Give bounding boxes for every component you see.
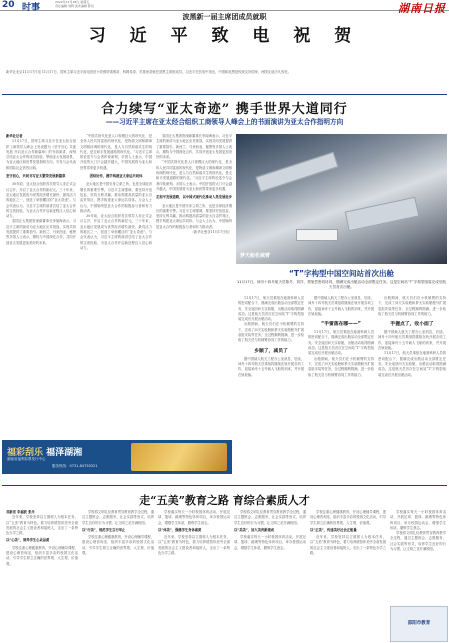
story4-column-2 (82, 510, 154, 640)
story2-column-3 (156, 134, 232, 434)
story3-paragraph: 出舱期间，航天员们在小机械臂的支持下，完成了问天实验舱和梦天实验舱舱外扩展泵组安装等任务，全过程顺利圆满，进一步检验了航天员与机械臂协同工作的能力。 (378, 296, 446, 316)
story3-column-2 (308, 296, 374, 480)
solar-panel (256, 152, 339, 193)
story4-byline: 邓新亮 李福波 张丹 (6, 510, 35, 514)
story4-paragraph: 近年来，学校坚持以立德树人为根本任务，以“五美”教育为特色，着力培养德智体美劳全面发展的社会主义建设者和接班人，走出了一条特色办学之路。 (6, 515, 78, 536)
story3-box-head: 乡颐了，减员了 (254, 348, 288, 354)
story1-lead: 新华社北京11月17日电 11月17日，国家主席习近平致电祝贺小茨维塔诺维奇、科姆希奇、贝基里奇就任波黑主席团成员。习近平在贺电中指出，中国和波黑是传统友好国家，两国友谊历久弥坚。 (6, 70, 291, 74)
lottery-ad[interactable] (2, 440, 232, 474)
story2-subhead: ——习近平主席在亚太经合组织工商领导人峰会上的书面演讲为亚太合作指明方向 (105, 118, 344, 126)
story4-column-5 (310, 510, 386, 640)
story4-paragraph: 学校落实每天一小时校园体育活动，开展足球、篮球、跳绳等特色体育项目，举办校园运动会，增强学生体质，磨炼学生意志。 (158, 510, 230, 525)
page-number: 20 (2, 0, 15, 10)
story2-section-title: 团结协作，携手构建亚太命运共同体 (89, 174, 143, 179)
photo-caption: 梦天舱机械臂 (240, 253, 271, 259)
story4-paragraph: 学校落实每天一小时校园体育活动，开展足球、篮球、跳绳等特色体育项目，举办校园运动会，增强学生体质，磨炼学生意志。 (234, 535, 306, 550)
story3-box-head: 手握点了，收小面了 (390, 322, 434, 328)
editor-text: 责任编辑 刘辉 美术编辑 陈钊 (55, 3, 94, 8)
photo-subtitle: 11月17日，神舟十四号航天员陈冬、刘洋、蔡旭哲密切协同，圆满完成出舱活动全部既定任务。这是空间站“T”字构型组装完成后航天员首次出舱。 (236, 280, 447, 289)
astronaut (296, 229, 338, 241)
story2-paragraph: 亚太地区是中国安身立命之所，也是全球经济增长的重要引擎。习近平主席强调，要坚持开放包容，坚持互利共赢，推动构建高质量的亚太自由贸易区，携手构建亚太命运共同体。与会人士认为，中国始终是亚太合作的积极参与者和有力推动者。 (156, 203, 232, 229)
story2-column-1 (6, 134, 76, 434)
story4-column-4 (234, 510, 306, 640)
story3-paragraph: 据中国载人航天工程办公室消息，后续，神舟十四号航天员乘组将继续在轨开展各项工作，迎接神舟十五号载人飞船的到来，并开展在轨轮换。 (308, 296, 374, 316)
story4-subhead: 以“心美”，润养学生心灵品质 (6, 538, 50, 543)
story2-headline: 合力续写“亚太奇迹” 携手世界大道同行 (101, 102, 348, 117)
story4-paragraph: 学校将文明礼仪教育贯穿教育教学全过程，通过主题班会、志愿服务、社会实践等形式，培养学生良好的行为习惯，让文明之花开满校园。 (82, 510, 154, 525)
story4-column-3 (158, 510, 230, 640)
story2-byline: 新华社记者 (6, 134, 23, 138)
story2-paragraph: “中国式现代化是人口规模巨大的现代化，是全体人民共同富裕的现代化，是物质文明和精神文明相协调的现代化，是人与自然和谐共生的现代化，是走和平发展道路的现代化。”习近平主席的论述令与会者印象深刻。多国人士表示，中国开放的大门只会越开越大，中国发展将为亚太和世界带来更多机遇。 (156, 160, 232, 191)
story2-dateline: （新华社曼谷11月17日电） (190, 230, 232, 235)
story4-paragraph: 学校注重心理健康教育，开设心理辅导课程，建设心理咨询室，组织丰富多彩的校园文化活动，引导学生树立正确的世界观、人生观、价值观。 (310, 510, 386, 525)
story4-paragraph: 近年来，学校坚持以立德树人为根本任务，以“五美”教育为特色，着力培养德智体美劳全面发展的社会主义建设者和接班人，走出了一条特色办学之路。 (310, 535, 386, 556)
story1-headline: 习 近 平 致 电 祝 贺 (88, 26, 361, 46)
story3-box-head: “手雷落在哪——” (321, 322, 361, 328)
story2-paragraph: 泰国正大集团资深副董事长李闻海表示，习近平主席的演讲为亚太地区应对挑战、实现共同发展提供了重要指引。新西兰、马来西亚、秘鲁等多国人士表示，期待与中国深化合作，共同开创亚太发展更加美好的未来。 (6, 219, 76, 245)
newspaper-logo: 湖南日报 (398, 2, 446, 15)
story4-column-1 (6, 510, 78, 640)
story2-section-title: 坚守初心，共同书写亚太繁荣发展新篇章 (6, 174, 66, 179)
education-ad[interactable] (390, 606, 448, 642)
story2-paragraph: 30年前，亚太经合组织首次领导人非正式会议召开，开启了亚太合作的新纪元。三十年来，亚太地区发展成为世界经济增长最快、最具活力的地区之一，创造了举世瞩目的“亚太奇迹”。与会代表认为，习近平主席的演讲总结了亚太合作的宝贵经验，为亚太合作开启新征程注入信心和动力。 (80, 214, 152, 250)
story4-paragraph: 学校注重心理健康教育，开设心理辅导课程，建设心理咨询室，组织丰富多彩的校园文化活动，引导学生树立正确的世界观、人生观、价值观。 (6, 545, 78, 566)
story4-paragraph: 学校注重心理健康教育，开设心理辅导课程，建设心理咨询室，组织丰富多彩的校园文化活动，引导学生树立正确的世界观、人生观、价值观。 (82, 535, 154, 556)
story3-paragraph: 出舱期间，航天员们在小机械臂的支持下，完成了问天实验舱和梦天实验舱舱外扩展泵组安装等任务，全过程顺利圆满，进一步检验了航天员与机械臂协同工作的能力。 (308, 356, 374, 377)
story2-paragraph: 30年前，亚太经合组织首次领导人非正式会议召开，开启了亚太合作的新纪元。三十年来，亚太地区发展成为世界经济增长最快、最具活力的地区之一，创造了举世瞩目的“亚太奇迹”。与会代表认为，习近平主席的演讲总结了亚太合作的宝贵经验，为亚太合作开启新征程注入信心和动力。 (6, 182, 76, 219)
story2-column-2 (80, 134, 152, 434)
story2-section-title: 走和平发展道路，以中国式现代化推动人类发展进步 (156, 195, 232, 200)
story2-paragraph: “中国式现代化是人口规模巨大的现代化，是全体人民共同富裕的现代化，是物质文明和精神文明相协调的现代化，是人与自然和谐共生的现代化，是走和平发展道路的现代化。”习近平主席的论述令与会者印象深刻。多国人士表示，中国开放的大门只会越开越大，中国发展将为亚太和世界带来更多机遇。 (80, 134, 152, 170)
module-body (345, 197, 420, 232)
story4-subhead: 以“美美”，加大美育新建成 (234, 527, 275, 532)
photo-kicker: “T”字构型中国空间站首次出舱 (289, 269, 394, 278)
story4-subhead: 以“体美”，强健学生身体素质 (158, 527, 202, 532)
ad-brand: 福彩刮乐 福泽湖湘 (7, 448, 83, 458)
story4-paragraph: 近年来，学校坚持以立德树人为根本任务，以“五美”教育为特色，着力培养德智体美劳全面发展的社会主义建设者和接班人，走出了一条特色办学之路。 (158, 535, 230, 556)
story3-column-1 (238, 296, 304, 480)
story1-kicker: 波黑新一届主席团成员就职 (182, 13, 267, 21)
story2-paragraph: 11月17日，国家主席习近平在亚太经合组织工商领导人峰会上发表题为《坚守初心 共促发展 开启亚太合作新篇章》的书面演讲，深刻总结亚太合作的成功经验，擘画亚太发展前景，为亚太地区和世界发展指明方向，引发与会代表和国际社会热烈反响。 (6, 139, 76, 170)
scratch-card-image (131, 443, 227, 471)
section-title: 时事 (22, 3, 41, 13)
story4-paragraph: 学校将文明礼仪教育贯穿教育教学全过程，通过主题班会、志愿服务、社会实践等形式，培养学生良好的行为习惯，让文明之花开满校园。 (390, 531, 446, 552)
story4-subhead: 以“正美”，传递美好社会正能量 (310, 527, 357, 532)
story4-subhead: 以“行美”，规范学生言行举止 (82, 527, 126, 532)
story2-paragraph: 亚太地区是中国安身立命之所，也是全球经济增长的重要引擎。习近平主席强调，要坚持开放包容，坚持互利共赢，推动构建高质量的亚太自由贸易区，携手构建亚太命运共同体。与会人士认为，中国始终是亚太合作的积极参与者和有力推动者。 (80, 182, 152, 213)
story4-column-6 (390, 510, 446, 602)
date-text: 2022年11月18日 星期五 (55, 0, 90, 4)
story4-headline: 走“五美”教育之路 育综合素质人才 (139, 494, 310, 507)
story4-paragraph: 学校落实每天一小时校园体育活动，开展足球、篮球、跳绳等特色体育项目，举办校园运动会，增强学生体质，磨炼学生意志。 (390, 510, 446, 530)
divider (2, 485, 447, 486)
ad-phone: 服务热线：0731-84750321 (52, 464, 98, 468)
story3-paragraph: 11月17日，航天员乘组在地面科研人员的密切配合下，圆满完成出舱活动全部既定任务，安全返回问天实验舱，出舱活动取得圆满成功。这是航天员首次在空间站“T”字构型组装完成后开展出舱活动。 (238, 296, 304, 322)
story3-paragraph: 出舱期间，航天员们在小机械臂的支持下，完成了问天实验舱和梦天实验舱舱外扩展泵组安装等任务，全过程顺利圆满，进一步检验了航天员与机械臂协同工作的能力。 (238, 322, 304, 343)
education-ad-label: 邵阳市教育 (407, 621, 431, 626)
story2-paragraph: 泰国正大集团资深副董事长李闻海表示，习近平主席的演讲为亚太地区应对挑战、实现共同发展提供了重要指引。新西兰、马来西亚、秘鲁等多国人士表示，期待与中国深化合作，共同开创亚太发展更加美好的未来。 (156, 134, 232, 160)
story3-paragraph: 据中国载人航天工程办公室消息，后续，神舟十四号航天员乘组将继续在轨开展各项工作，迎接神舟十五号载人飞船的到来，并开展在轨轮换。 (378, 330, 446, 351)
story4-paragraph: 学校将文明礼仪教育贯穿教育教学全过程，通过主题班会、志愿服务、社会实践等形式，培养学生良好的行为习惯，让文明之花开满校园。 (234, 510, 306, 525)
divider (2, 94, 447, 95)
story3-paragraph: 据中国载人航天工程办公室消息，后续，神舟十四号航天员乘组将继续在轨开展各项工作，迎接神舟十五号载人飞船的到来，并开展在轨轮换。 (238, 356, 304, 377)
ad-org: 湖南省福利彩票发行中心 (7, 457, 46, 461)
story3-column-3 (378, 296, 446, 480)
story3-paragraph: 11月17日，航天员乘组在地面科研人员的密切配合下，圆满完成出舱活动全部既定任务，安全返回问天实验舱，出舱活动取得圆满成功。这是航天员首次在空间站“T”字构型组装完成后开展出舱活动。 (308, 330, 374, 356)
story3-paragraph: 11月17日，航天员乘组在地面科研人员的密切配合下，圆满完成出舱活动全部既定任务，安全返回问天实验舱，出舱活动取得圆满成功。这是航天员首次在空间站“T”字构型组装完成后开展出舱活动。 (378, 351, 446, 377)
space-station-photo (236, 134, 447, 264)
date-line (55, 1, 135, 8)
